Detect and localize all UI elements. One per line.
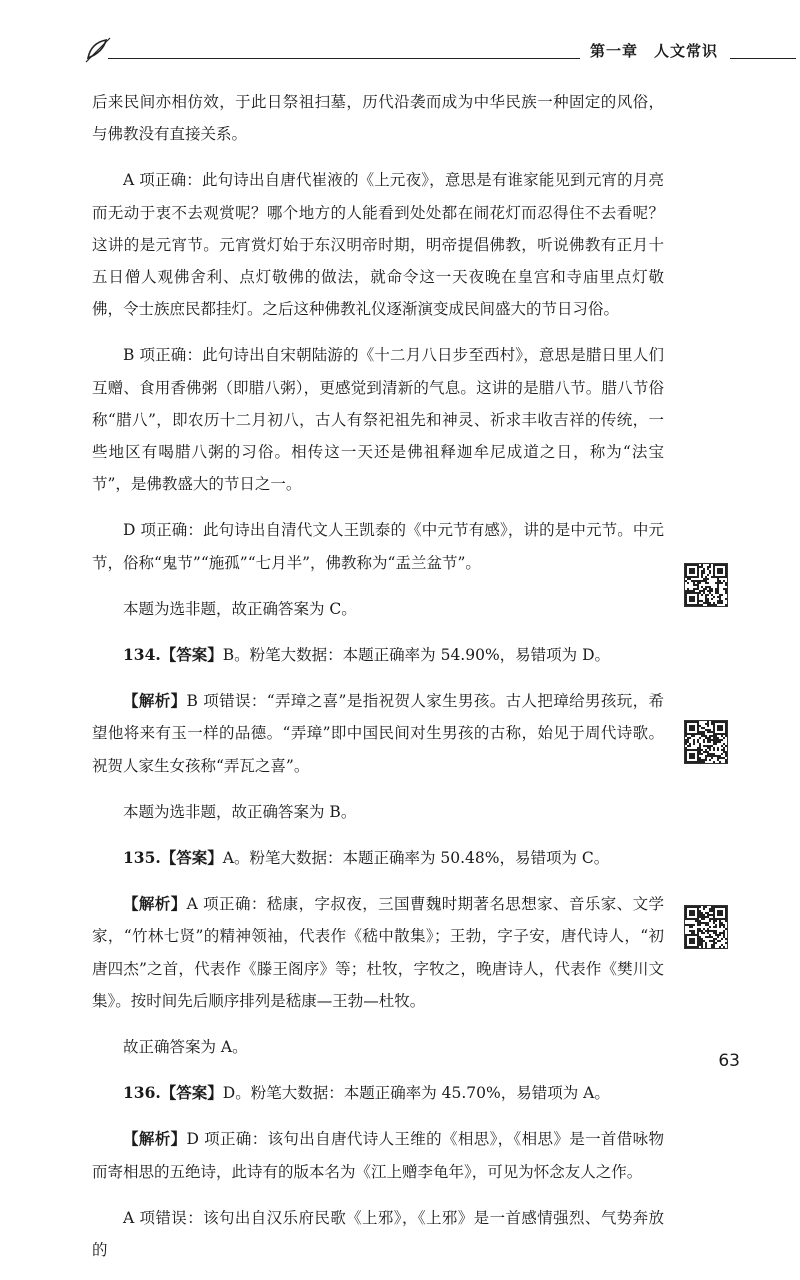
paragraph-text: D 项正确：该句出自唐代诗人王维的《相思》，《相思》是一首借咏物而寄相思的五绝诗，此诗有的版本名为《江上赠李龟年》，可见为怀念友人之作。 (92, 1130, 664, 1181)
paragraph-text: 故正确答案为 A。 (123, 1038, 248, 1057)
paragraph (92, 685, 664, 782)
page-number: 63 (718, 1051, 740, 1071)
answer-label: 135.【答案】 (123, 848, 223, 868)
paragraph-text: A 项错误：该句出自汉乐府民歌《上邪》，《上邪》是一首感情强烈、气势奔放的 (92, 1208, 664, 1260)
paragraph-text: D 项正确：此句诗出自清代文人王凯泰的《中元节有感》，讲的是中元节。中元节，俗称“鬼节”“施孤”“七月半”，佛教称为“盂兰盆节”。 (92, 521, 664, 572)
paragraph-text: 本题为选非题，故正确答案为 B。 (123, 802, 357, 821)
paragraph (92, 593, 664, 625)
paragraph-text: A。粉笔大数据：本题正确率为 50.48%，易错项为 C。 (222, 849, 610, 868)
leaf-ornament-icon (84, 34, 114, 64)
qr-code-icon[interactable] (684, 563, 728, 607)
paragraph (92, 796, 664, 828)
paragraph (92, 164, 664, 325)
answer-label: 136.【答案】 (123, 1083, 223, 1103)
paragraph (92, 1123, 664, 1187)
paragraph-text: B。粉笔大数据：本题正确率为 54.90%，易错项为 D。 (222, 646, 611, 665)
paragraph-text: D。粉笔大数据：本题正确率为 45.70%，易错项为 A。 (222, 1084, 610, 1103)
header-rule-right (730, 58, 796, 59)
header-rule-left (108, 58, 580, 59)
paragraph (92, 888, 664, 1017)
paragraph (92, 1202, 664, 1266)
answer-label: 【解析】 (123, 894, 187, 914)
paragraph (92, 639, 664, 671)
paragraph-text: B 项正确：此句诗出自宋朝陆游的《十二月八日步至西村》，意思是腊日里人们互赠、食用香佛粥（即腊八粥），更感觉到清新的气息。这讲的是腊八节。腊八节俗称“腊八”，即农历十二月初八，古人有祭祀祖先和神灵、祈求丰收吉祥的传统，一些地区有喝腊八粥的习俗。相传这一天还是佛祖释迦牟尼成道之日，称为“法宝节”，是佛教盛大的节日之一。 (92, 346, 664, 494)
answer-label: 【解析】 (123, 1129, 187, 1149)
paragraph (92, 339, 664, 500)
qr-code-icon[interactable] (684, 720, 728, 764)
qr-code-icon[interactable] (684, 905, 728, 949)
paragraph-text: B 项错误：“弄璋之喜”是指祝贺人家生男孩。古人把璋给男孩玩，希望他将来有玉一样的品德。“弄璋”即中国民间对生男孩的古称，始见于周代诗歌。祝贺人家生女孩称“弄瓦之喜”。 (92, 692, 664, 775)
paragraph (92, 514, 664, 578)
paragraph-text: 后来民间亦相仿效，于此日祭祖扫墓，历代沿袭而成为中华民族一种固定的风俗，与佛教没有直接关系。 (92, 93, 664, 144)
answer-label: 134.【答案】 (123, 645, 223, 665)
paragraph-text: A 项正确：嵇康，字叔夜，三国曹魏时期著名思想家、音乐家、文学家，“竹林七贤”的精神领袖，代表作《嵇中散集》；王勃，字子安，唐代诗人，“初唐四杰”之首，代表作《滕王阁序》等；杜牧，字牧之，晚唐诗人，代表作《樊川文集》。按时间先后顺序排列是嵇康—王勃—杜牧。 (92, 895, 664, 1010)
paragraph (92, 842, 664, 874)
page-header (0, 0, 800, 70)
body-text (92, 86, 664, 1280)
chapter-title: 第一章 人文常识 (590, 42, 719, 60)
paragraph (92, 86, 664, 150)
paragraph (92, 1031, 664, 1063)
paragraph (92, 1077, 664, 1109)
paragraph-text: A 项正确：此句诗出自唐代崔液的《上元夜》，意思是有谁家能见到元宵的月亮而无动于衷不去观赏呢？哪个地方的人能看到处处都在闹花灯而忍得住不去看呢？这讲的是元宵节。元宵赏灯始于东汉明帝时期，明帝提倡佛教，听说佛教有正月十五日僧人观佛舍利、点灯敬佛的做法，就命令这一天夜晚在皇宫和寺庙里点灯敬佛，令士族庶民都挂灯。之后这种佛教礼仪逐渐演变成民间盛大的节日习俗。 (92, 171, 664, 319)
answer-label: 【解析】 (123, 691, 187, 711)
paragraph-text: 本题为选非题，故正确答案为 C。 (123, 599, 357, 618)
